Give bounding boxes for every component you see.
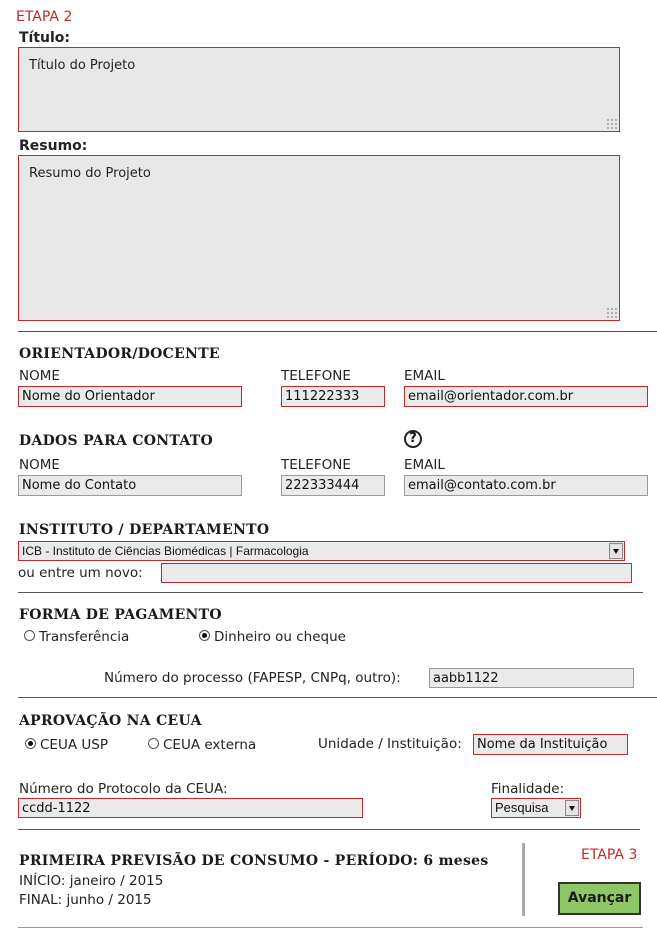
step-3-label: ETAPA 3: [581, 847, 638, 863]
pagamento-heading: FORMA DE PAGAMENTO: [19, 607, 222, 623]
resumo-value: Resumo do Projeto: [29, 166, 151, 181]
divider: [18, 592, 643, 593]
instituto-selected: ICB - Instituto de Ciências Biomédicas | Farmacologia: [22, 544, 309, 558]
avancar-button[interactable]: Avançar: [558, 882, 641, 915]
orientador-email-input[interactable]: email@orientador.com.br: [404, 386, 648, 407]
titulo-textarea[interactable]: [18, 47, 620, 132]
radio-ceua-usp[interactable]: [25, 738, 36, 749]
orientador-telefone-input[interactable]: 111222333: [281, 386, 385, 407]
transferencia-label: Transferência: [39, 629, 130, 645]
contato-telefone-input[interactable]: 222333444: [281, 475, 385, 496]
processo-input[interactable]: aabb1122: [429, 668, 634, 688]
divider: [18, 927, 643, 928]
divider: [18, 829, 640, 830]
previsao-inicio: INÍCIO: janeiro / 2015: [19, 873, 164, 889]
step-2-label: ETAPA 2: [16, 9, 73, 25]
previsao-heading: PRIMEIRA PREVISÃO DE CONSUMO - PERÍODO: 6 meses: [19, 853, 489, 869]
finalidade-label: Finalidade:: [491, 781, 565, 797]
contato-nome-label: NOME: [19, 457, 60, 473]
orientador-email-label: EMAIL: [404, 368, 445, 384]
contato-nome-input[interactable]: Nome do Contato: [18, 475, 242, 496]
contato-heading: DADOS PARA CONTATO: [19, 433, 213, 449]
titulo-label: Título:: [19, 30, 71, 46]
resumo-label: Resumo:: [19, 138, 88, 154]
finalidade-selected: Pesquisa: [495, 800, 549, 815]
resize-grip-icon[interactable]: [606, 307, 617, 318]
vertical-divider: [522, 843, 525, 916]
ceua-externa-label: CEUA externa: [163, 737, 257, 753]
radio-transferencia[interactable]: [24, 630, 35, 641]
unidade-label: Unidade / Instituição:: [318, 736, 462, 752]
dinheiro-label: Dinheiro ou cheque: [214, 629, 346, 645]
resize-grip-icon[interactable]: [606, 118, 617, 129]
protocolo-input[interactable]: ccdd-1122: [18, 798, 363, 818]
divider: [18, 331, 657, 332]
contato-email-label: EMAIL: [404, 457, 445, 473]
unidade-input[interactable]: Nome da Instituição: [473, 734, 628, 755]
titulo-value: Título do Projeto: [29, 58, 136, 73]
orientador-nome-label: NOME: [19, 368, 60, 384]
contato-email-input[interactable]: email@contato.com.br: [404, 475, 648, 496]
orientador-telefone-label: TELEFONE: [281, 368, 351, 384]
instituto-novo-input[interactable]: [161, 563, 632, 583]
ceua-heading: APROVAÇÃO NA CEUA: [19, 713, 202, 729]
radio-dinheiro[interactable]: [199, 630, 210, 641]
processo-label: Número do processo (FAPESP, CNPq, outro):: [104, 670, 401, 686]
instituto-novo-label: ou entre um novo:: [18, 565, 143, 581]
ceua-usp-label: CEUA USP: [40, 737, 108, 753]
radio-ceua-externa[interactable]: [148, 738, 159, 749]
previsao-final: FINAL: junho / 2015: [19, 892, 152, 908]
divider: [18, 697, 657, 698]
chevron-down-icon[interactable]: [609, 543, 623, 559]
help-icon[interactable]: ?: [404, 430, 422, 448]
contato-telefone-label: TELEFONE: [281, 457, 351, 473]
chevron-down-icon[interactable]: [565, 800, 579, 816]
resumo-textarea[interactable]: [18, 155, 620, 321]
instituto-select[interactable]: [18, 541, 625, 561]
protocolo-label: Número do Protocolo da CEUA:: [19, 781, 228, 797]
orientador-heading: ORIENTADOR/DOCENTE: [19, 346, 220, 362]
instituto-heading: INSTITUTO / DEPARTAMENTO: [19, 522, 270, 538]
orientador-nome-input[interactable]: Nome do Orientador: [18, 386, 242, 407]
finalidade-select[interactable]: [491, 798, 581, 818]
